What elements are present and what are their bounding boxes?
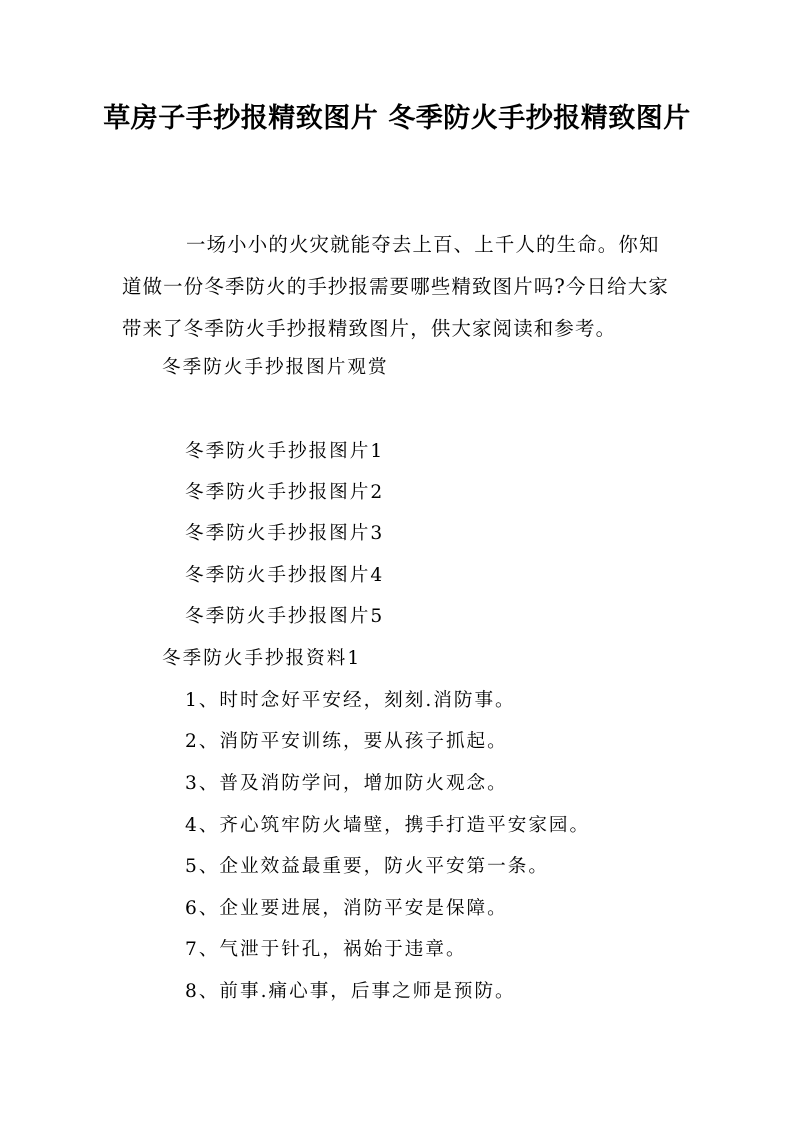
image-label-4: 冬季防火手抄报图片4	[185, 565, 385, 586]
image-label-2: 冬季防火手抄报图片2	[185, 482, 385, 503]
slogan-item-6: 6、企业要进展，消防平安是保障。	[185, 898, 508, 919]
slogan-item-7: 7、气泄于针孔，祸始于违章。	[185, 939, 467, 960]
document-title: 草房子手抄报精致图片 冬季防火手抄报精致图片	[103, 103, 691, 134]
slogan-item-4: 4、齐心筑牢防火墙壁，携手打造平安家园。	[185, 815, 591, 836]
image-label-1: 冬季防火手抄报图片1	[185, 441, 385, 462]
slogan-item-8: 8、前事.痛心事，后事之师是预防。	[185, 981, 516, 1002]
image-label-5: 冬季防火手抄报图片5	[185, 606, 385, 627]
materials-heading: 冬季防火手抄报资料1	[162, 648, 362, 669]
slogan-item-3: 3、普及消防学问，增加防火观念。	[185, 773, 508, 794]
slogan-item-2: 2、消防平安训练，要从孩子抓起。	[185, 731, 508, 752]
image-label-3: 冬季防火手抄报图片3	[185, 523, 385, 544]
section-heading: 冬季防火手抄报图片观赏	[162, 357, 389, 378]
slogan-item-5: 5、企业效益最重要，防火平安第一条。	[185, 856, 549, 877]
intro-paragraph: 一场小小的火灾就能夺去上百、上千人的生命。你知道做一份冬季防火的手抄报需要哪些精致图片吗?今日给大家带来了冬季防火手抄报精致图片，供大家阅读和参考。	[122, 233, 669, 340]
slogan-item-1: 1、时时念好平安经，刻刻.消防事。	[185, 690, 516, 711]
